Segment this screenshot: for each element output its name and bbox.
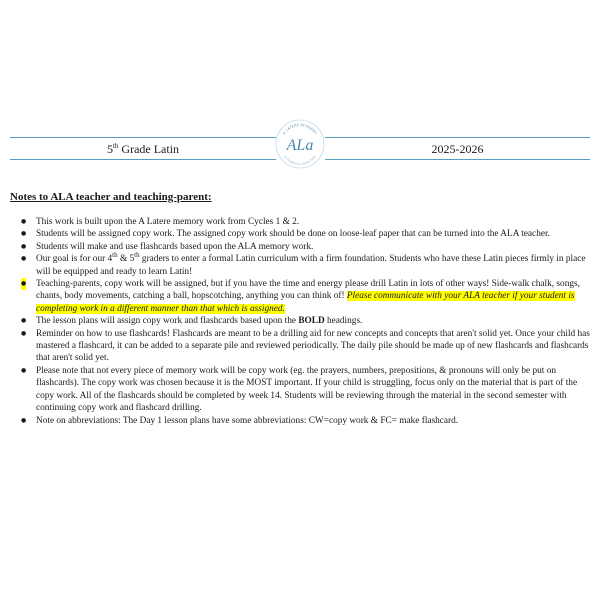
list-item: ● This work is built upon the A Latere memory work from Cycles 1 & 2.: [36, 216, 592, 228]
list-item: ● Reminder on how to use flashcards! Flashcards are meant to be a drilling aid for new concepts and concepts that aren't solid yet. Once your child has mastered a flashcard, it can be added to a separate pile and reviewed periodically. The daily pile should be made up of new flashcards and flashcards that aren't solid yet.: [36, 328, 592, 365]
header-rule-right-top: [325, 137, 590, 138]
list-item-highlighted: ● Teaching-parents, copy work will be assigned, but if you have the time and energy please drill Latin in lots of other ways! Side-walk chalk, songs, chants, body movements, catching a ball, hopscotching, anything you can think of! Please communicate with your ALA teacher if your student is completing work in a different manner than that which is assigned.: [36, 278, 592, 315]
list-item: ● Note on abbreviations: The Day 1 lesson plans have some abbreviations: CW=copy work & FC= make flashcard.: [36, 415, 592, 427]
grade-suffix: th: [112, 142, 119, 150]
school-year: 2025-2026: [431, 142, 484, 156]
grade-rest: Grade Latin: [118, 142, 180, 156]
grade-number: 5: [106, 142, 113, 156]
ala-logo: [274, 118, 326, 170]
list-item: ● Students will make and use flashcards based upon the ALA memory work.: [36, 241, 592, 253]
logo-arc-top: A LATERE ACADEMY: [282, 122, 318, 136]
logo-arc-bottom: A CLASSICAL EDUCATION: [283, 155, 317, 167]
list-item: ● Our goal is for our 4th & 5th graders to enter a formal Latin curriculum with a firm foundation. Students who have these Latin pieces firmly in place will be equipped and ready to learn Latin!: [36, 253, 592, 278]
list-item: ● The lesson plans will assign copy work and flashcards based upon the BOLD headings.: [36, 315, 592, 327]
list-item: ● Please note that not every piece of memory work will be copy work (eg. the prayers, numbers, prepositions, & pronouns will only be put on flashcards). The copy work was chosen because it is the MOST important. If your child is struggling, focus only on the material that is part of the copy work. All of the flashcards should be completed by week 14. Students will be reviewing through the material in the second semester with continuing copy work and flashcard drilling.: [36, 365, 592, 415]
notes-list: [10, 216, 592, 427]
grade-title: [10, 141, 276, 157]
logo-monogram: ALa: [286, 137, 314, 154]
header-rule-left-top: [10, 137, 276, 138]
header-rule-left-bottom: [10, 159, 276, 160]
list-item: ● Students will be assigned copy work. The assigned copy work should be done on loose-leaf paper that can be turned into the ALA teacher.: [36, 228, 592, 240]
highlighted-note: Please communicate with your ALA teacher if your student is completing work in a different manner than that which is assigned.: [36, 291, 575, 314]
header-rule-right-bottom: [325, 159, 590, 160]
notes-heading: Notes to ALA teacher and teaching-parent:: [10, 191, 212, 203]
bold-word: BOLD: [298, 316, 325, 327]
